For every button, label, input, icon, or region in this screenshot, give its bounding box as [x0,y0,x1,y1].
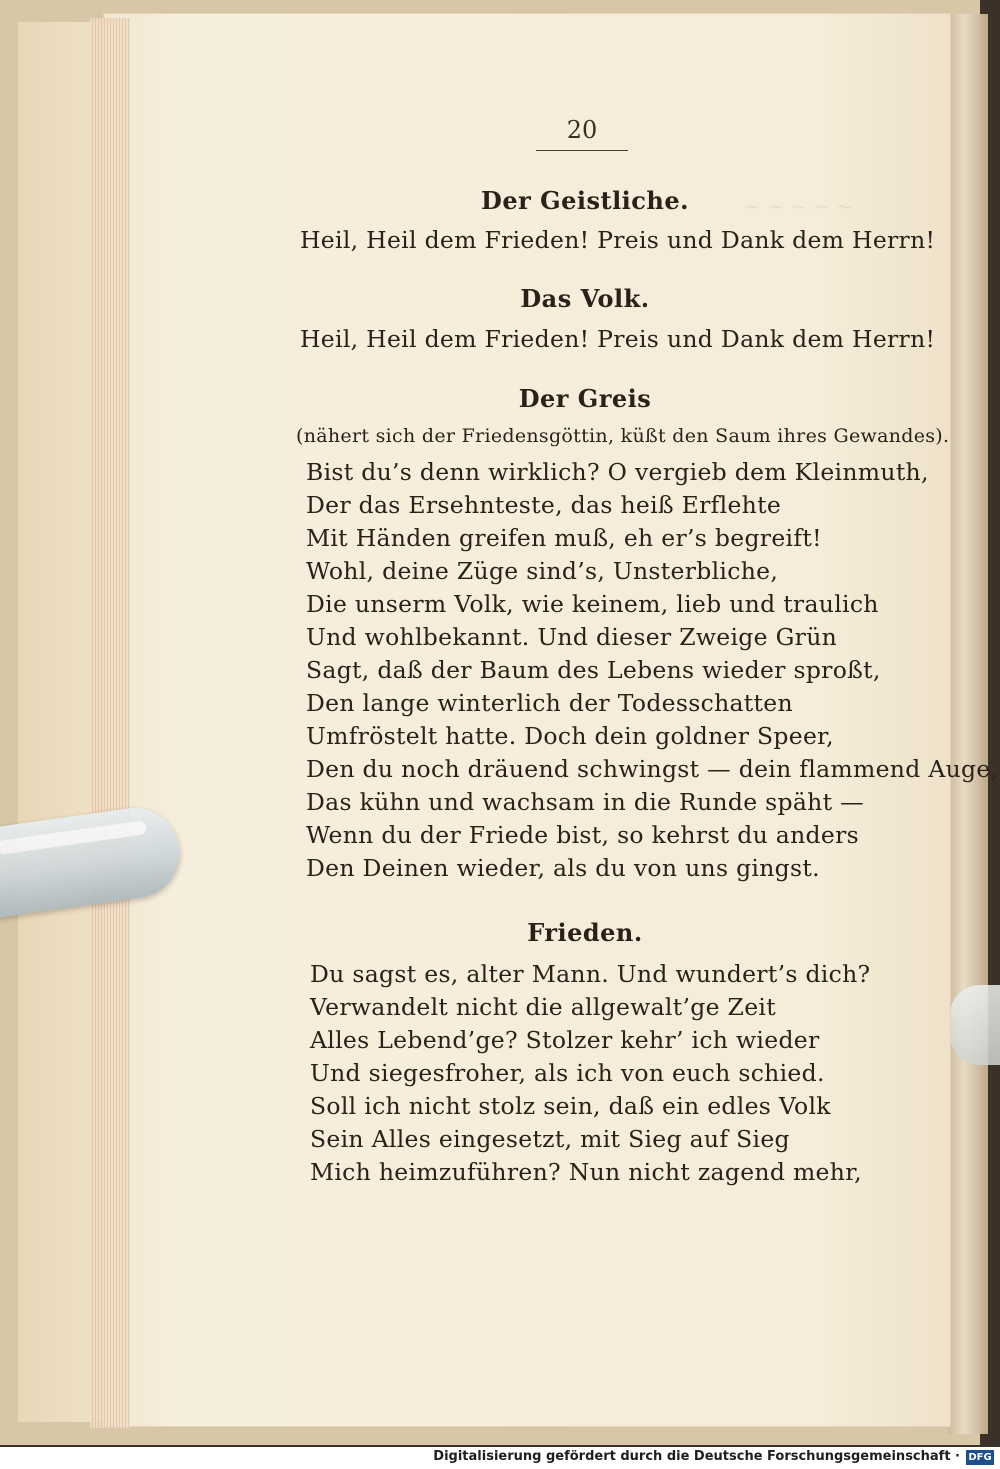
stage-direction: (nähert sich der Friedensgöttin, küßt den Saum ihres Gewandes). [296,425,950,447]
verse-line: Wenn du der Friede bist, so kehrst du anders [306,821,859,849]
verse-line: Sagt, daß der Baum des Lebens wieder sproßt, [306,656,881,684]
speaker-heading: Der Geistliche. [481,186,689,215]
speaker-heading: Der Greis [518,384,652,413]
verse-line: Mit Händen greifen muß, eh er’s begreift! [306,524,822,552]
verse-line: Alles Lebend’ge? Stolzer kehr’ ich wieder [310,1026,820,1054]
digitization-footer [0,1447,1000,1469]
verse-line: Den Deinen wieder, als du von uns gingst. [306,854,820,882]
verse-line: Den du noch dräuend schwingst — dein flammend Auge, [306,755,999,783]
verse-line: Heil, Heil dem Frieden! Preis und Dank dem Herrn! [300,325,936,353]
verse-line: Und wohlbekannt. Und dieser Zweige Grün [306,623,838,651]
right-ribbon-tab [950,985,1000,1065]
funding-credit: Digitalisierung gefördert durch die Deutsche Forschungsgemeinschaft · [433,1449,960,1464]
speaker-heading: Das Volk. [520,284,650,313]
verse-line: Soll ich nicht stolz sein, daß ein edles Volk [310,1092,831,1120]
verse-line: Der das Ersehnteste, das heiß Erflehte [306,491,782,519]
verse-line: Und siegesfroher, als ich von euch schied. [310,1059,825,1087]
verse-line: Du sagst es, alter Mann. Und wundert’s dich? [310,960,871,988]
page-stack-edge [90,18,130,1428]
verse-line: Umfröstelt hatte. Doch dein goldner Speer, [306,722,834,750]
page-number-rule [536,150,628,151]
dfg-logo: DFG [966,1450,994,1465]
verse-line: Heil, Heil dem Frieden! Preis und Dank dem Herrn! [300,226,936,254]
book-right-edge [948,14,988,1434]
verse-line: Verwandelt nicht die allgewalt’ge Zeit [310,993,776,1021]
verse-line: Wohl, deine Züge sind’s, Unsterbliche, [306,557,779,585]
verse-line: Das kühn und wachsam in die Runde späht — [306,788,864,816]
verse-line: Mich heimzuführen? Nun nicht zagend mehr, [310,1158,862,1186]
page-number: 20 [566,116,598,144]
verse-line: Die unserm Volk, wie keinem, lieb und traulich [306,590,879,618]
verse-line: Bist du’s denn wirklich? O vergieb dem Kleinmuth, [306,458,929,486]
verse-line: Sein Alles eingesetzt, mit Sieg auf Sieg [310,1125,790,1153]
speaker-heading: Frieden. [527,918,643,947]
show-through-text: ~ ~ ~ ~ ~ [744,194,854,218]
verse-line: Den lange winterlich der Todesschatten [306,689,793,717]
